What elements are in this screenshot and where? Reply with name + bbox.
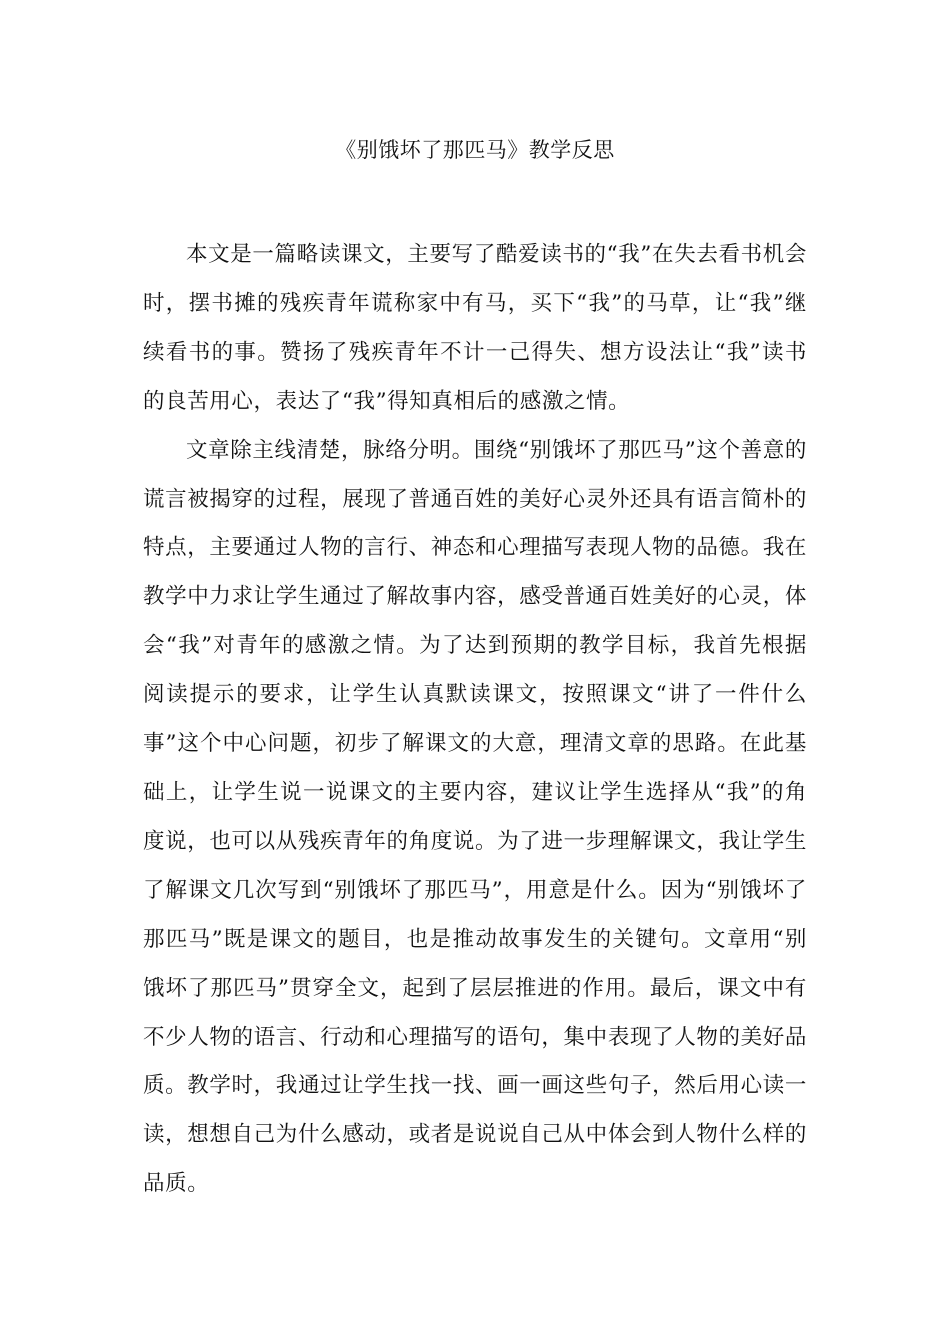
document-body xyxy=(143,231,807,1209)
paragraph-1: 本文是一篇略读课文，主要写了酷爱读书的“我”在失去看书机会时，摆书摊的残疾青年谎称家中有马，买下“我”的马草，让“我”继续看书的事。赞扬了残疾青年不计一己得失、想方设法让“我”读书的良苦用心，表达了“我”得知真相后的感激之情。 xyxy=(143,242,807,414)
document-title: 《别饿坏了那匹马》教学反思 xyxy=(335,138,615,162)
paragraph-2: 文章除主线清楚，脉络分明。围绕“别饿坏了那匹马”这个善意的谎言被揭穿的过程，展现了普通百姓的美好心灵外还具有语言简朴的特点，主要通过人物的言行、神态和心理描写表现人物的品德。我在教学中力求让学生通过了解故事内容，感受普通百姓美好的心灵，体会“我”对青年的感激之情。为了达到预期的教学目标，我首先根据阅读提示的要求，让学生认真默读课文，按照课文“讲了一件什么事”这个中心问题，初步了解课文的大意，理清文章的思路。在此基础上，让学生说一说课文的主要内容，建议让学生选择从“我”的角度说，也可以从残疾青年的角度说。为了进一步理解课文，我让学生了解课文几次写到“别饿坏了那匹马”，用意是什么。因为“别饿坏了那匹马”既是课文的题目，也是推动故事发生的关键句。文章用“别饿坏了那匹马”贯穿全文，起到了层层推进的作用。最后，课文中有不少人物的语言、行动和心理描写的语句，集中表现了人物的美好品质。教学时，我通过让学生找一找、画一画这些句子，然后用心读一读，想想自己为什么感动，或者是说说自己从中体会到人物什么样的品质。 xyxy=(143,437,807,1197)
